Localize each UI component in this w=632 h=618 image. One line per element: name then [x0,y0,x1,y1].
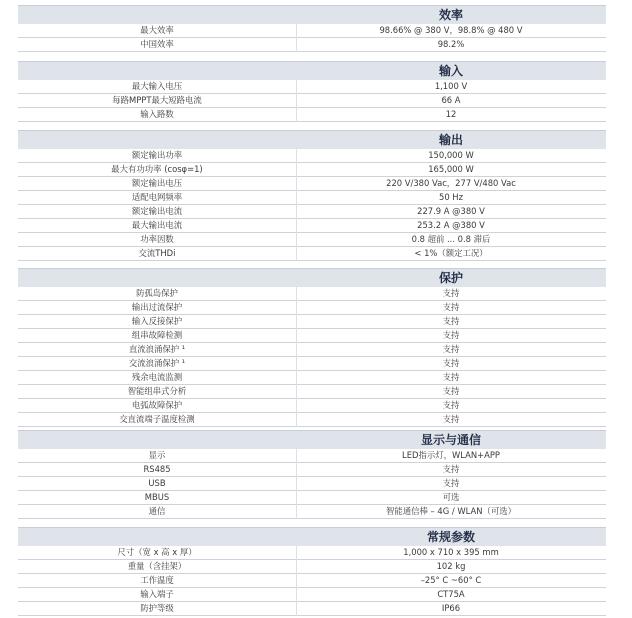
spec-label: 最大有功功率 (cosφ=1) [111,164,203,174]
spec-row [18,477,606,491]
spec-row [18,191,606,205]
spec-value: 支持 [442,414,460,424]
section-title: 保护 [438,271,463,285]
spec-value: 支持 [442,330,460,340]
spec-value: 150,000 W [428,150,474,160]
spec-label: 输入反接保护 [131,316,183,326]
spec-value: 智能通信棒 – 4G / WLAN（可选） [386,506,516,516]
spec-value: 支持 [442,478,460,488]
section-header [18,5,606,24]
spec-label: USB [148,478,166,488]
spec-label: 中国效率 [140,39,174,49]
spec-row [18,329,606,343]
spec-value: 98.2% [437,39,465,49]
section-title: 常规参数 [426,530,475,544]
section-title: 显示与通信 [420,433,481,447]
spec-row [18,385,606,399]
spec-value: < 1%（额定工况） [414,248,488,258]
section-header [18,61,606,80]
spec-value: 253.2 A @380 V [417,220,485,230]
spec-value: 支持 [442,358,460,368]
spec-label: 最大效率 [140,25,174,35]
spec-label: 重量（含挂架） [127,561,187,571]
spec-label: 每路MPPT最大短路电流 [112,95,202,105]
section-title: 输入 [438,64,463,78]
spec-label: 额定输出功率 [131,150,183,160]
spec-value: 165,000 W [428,164,474,174]
section-protection [18,268,606,427]
spec-row [18,546,606,560]
spec-label: 电弧故障保护 [131,400,183,410]
spec-label: MBUS [144,492,170,502]
section-title: 输出 [438,133,463,147]
spec-label: 最大输出电流 [131,220,183,230]
spec-value: 支持 [442,386,460,396]
spec-label: 最大输入电压 [131,81,183,91]
spec-value: LED指示灯，WLAN+APP [402,450,500,460]
spec-label: 额定输出电压 [131,178,183,188]
spec-row [18,463,606,477]
spec-label: 组串故障检测 [131,330,183,340]
spec-row [18,505,606,519]
spec-row [18,301,606,315]
spec-row [18,449,606,463]
spec-row [18,38,606,52]
spec-label: 智能组串式分析 [127,386,187,396]
spec-row [18,491,606,505]
column-divider [296,545,297,616]
spec-label: 尺寸（宽 x 高 x 厚） [117,547,197,557]
spec-value: CT75A [437,589,465,599]
spec-value: 支持 [442,464,460,474]
spec-row [18,149,606,163]
spec-label: 防孤岛保护 [136,288,178,298]
section-output [18,130,606,261]
spec-row [18,177,606,191]
section-general [18,527,606,616]
spec-row [18,94,606,108]
spec-label: 工作温度 [140,575,174,585]
spec-label: 适配电网频率 [131,192,183,202]
column-divider [296,148,297,261]
spec-row [18,108,606,122]
spec-label: 交直流端子温度检测 [119,414,195,424]
spec-value: 220 V/380 Vac，277 V/480 Vac [386,178,516,188]
spec-row [18,399,606,413]
spec-value: 12 [445,109,457,119]
spec-label: 输入端子 [140,589,174,599]
spec-label: 额定输出电流 [131,206,183,216]
spec-value: IP66 [441,603,461,613]
spec-value: 1,100 V [434,81,468,91]
spec-row [18,287,606,301]
spec-row [18,247,606,261]
section-header [18,268,606,287]
section-display-comm [18,430,606,519]
spec-label: 输入路数 [140,109,174,119]
spec-label: 残余电流监测 [131,372,183,382]
spec-row [18,163,606,177]
spec-row [18,219,606,233]
spec-value: 1,000 x 710 x 395 mm [403,547,499,557]
spec-row [18,233,606,247]
spec-value: 0.8 超前 ... 0.8 滞后 [411,234,491,244]
spec-value: 支持 [442,344,460,354]
spec-value: 支持 [442,316,460,326]
spec-value: 支持 [442,400,460,410]
spec-row [18,24,606,38]
column-divider [296,448,297,519]
spec-label: 通信 [148,506,166,516]
section-header [18,527,606,546]
column-divider [296,23,297,52]
spec-value: –25° C ~60° C [420,575,482,585]
section-efficiency [18,5,606,52]
spec-value: 支持 [442,302,460,312]
spec-row [18,602,606,616]
spec-value: 可选 [442,492,460,502]
column-divider [296,79,297,122]
section-title: 效率 [438,8,463,22]
spec-row [18,574,606,588]
spec-label: 输出过流保护 [131,302,183,312]
spec-value: 50 Hz [438,192,463,202]
section-input [18,61,606,122]
spec-row [18,357,606,371]
spec-value: 227.9 A @380 V [417,206,485,216]
spec-label: 交流THDi [138,248,176,258]
spec-label: 防护等级 [140,603,174,613]
spec-value: 支持 [442,372,460,382]
spec-label: RS485 [143,464,171,474]
spec-row [18,80,606,94]
section-header [18,130,606,149]
spec-row [18,413,606,427]
spec-value: 98.66% @ 380 V，98.8% @ 480 V [379,25,523,35]
spec-label: 直流浪涌保护 ¹ [128,344,186,354]
spec-row [18,588,606,602]
spec-value: 102 kg [436,561,466,571]
spec-label: 显示 [148,450,166,460]
spec-label: 功率因数 [140,234,174,244]
spec-label: 交流浪涌保护 ¹ [128,358,186,368]
spec-row [18,371,606,385]
spec-row [18,560,606,574]
section-header [18,430,606,449]
spec-row [18,343,606,357]
spec-row [18,315,606,329]
spec-value: 66 A [441,95,461,105]
spec-row [18,205,606,219]
spec-value: 支持 [442,288,460,298]
column-divider [296,286,297,427]
